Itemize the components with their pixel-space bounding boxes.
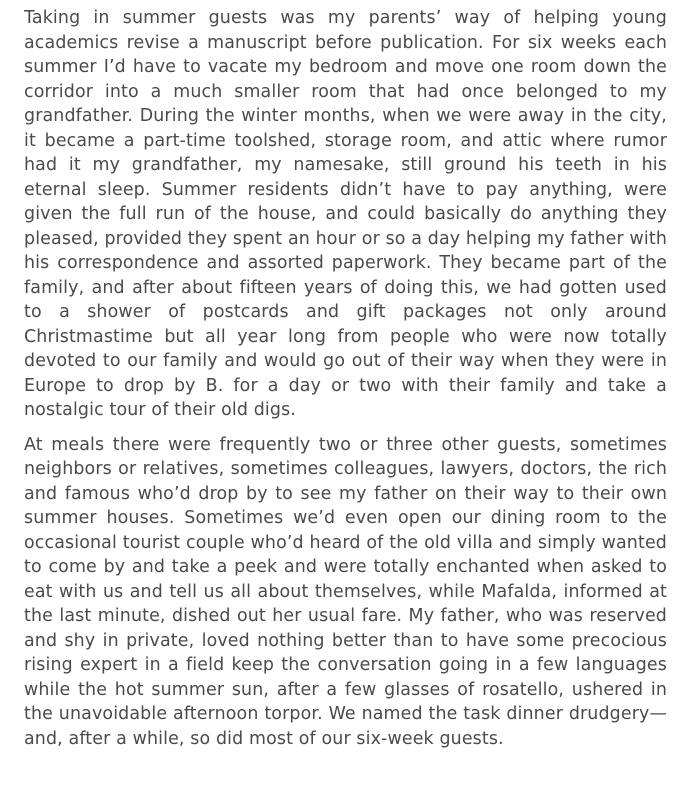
paragraph-meals: At meals there were frequently two or three other guests, sometimes neighbors or relatives, sometimes colleagues, lawyers, doctors, the rich and famous who’d drop by to see my father on their way to their own summer houses. Sometimes we’d even open our dining room to the occasional tourist couple who’d heard of the old villa and simply wanted to come by and take a peek and were totally enchanted when asked to eat with us and tell us all about themselves, while Mafalda, informed at the last minute, dished out her usual fare. My father, who was reserved and shy in private, loved nothing better than to have some precocious rising expert in a field keep the conversation going in a few languages while the hot summer sun, after a few glasses of rosatello, ushered in the unavoidable afternoon torpor. We named the task dinner drudgery—and, after a while, so did most of our six-week guests.: [24, 434, 667, 749]
paragraph-summer-guests: Taking in summer guests was my parents’ way of helping young academics revise a manuscript before publication. For six weeks each summer I’d have to vacate my bedroom and move one room down the corridor into a much smaller room that had once belonged to my grandfather. During the winter months, when we were away in the city, it became a part-time toolshed, storage room, and attic where rumor had it my grandfather, my namesake, still ground his teeth in his eternal sleep. Summer residents didn’t have to pay anything, were given the full run of the house, and could basically do anything they pleased, provided they spent an hour or so a day helping my father with his correspondence and assorted paperwork. They became part of the family, and after about fifteen years of doing this, we had gotten used to a shower of postcards and gift packages not only around Christmastime but all year long from people who were now totally devoted to our family and would go out of their way when they were in Europe to drop by B. for a day or two with their family and take a nostalgic tour of their old digs.: [24, 8, 667, 420]
